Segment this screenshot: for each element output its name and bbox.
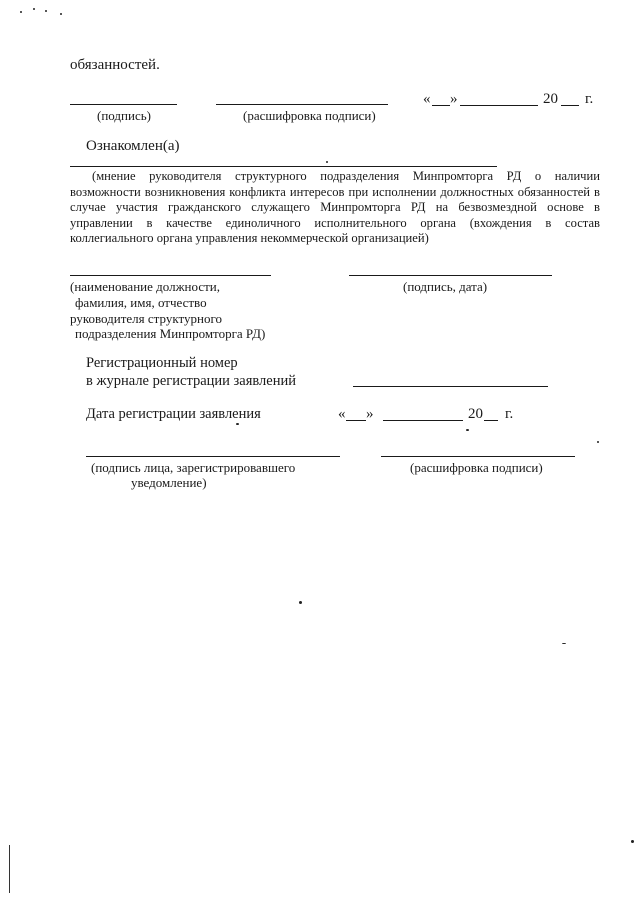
scan-edge-mark: [9, 845, 10, 893]
registrar-signature-label-1: (подпись лица, зарегистрировавшего: [91, 460, 296, 475]
reg-month-line: [383, 420, 463, 421]
registrar-decoding-line: [381, 456, 575, 457]
decoding-line: [216, 104, 388, 105]
position-label-2: фамилия, имя, отчество: [75, 295, 207, 310]
signature-date-label: (подпись, дата): [403, 279, 488, 294]
registrar-signature-line: [86, 456, 340, 457]
position-label-4: подразделения Минпромторга РД): [75, 326, 266, 341]
reg-day-line: [346, 420, 366, 421]
reg-date-open-quote: «: [338, 406, 346, 422]
opinion-text: (мнение руководителя структурного подразделения Минпромторга РД о наличии возможности возникновения конфликта интересов при исполнении должностных обязанностей в случае участия гражданского служащего Минпромторга РД на безвозмездной основе в управлении в качестве единоличного исполнительного органа (вхождения в состав коллегиального органа управления некоммерческой организацией): [70, 169, 600, 246]
continuation-text: обязанностей.: [70, 57, 160, 73]
date-close-quote: »: [450, 91, 458, 107]
scan-speck: [20, 11, 22, 13]
year-suffix: г.: [585, 91, 594, 107]
position-label-3: руководителя структурного: [70, 311, 222, 326]
scan-speck: [631, 840, 634, 843]
position-label-1: (наименование должности,: [70, 279, 220, 294]
signature-label: (подпись): [97, 108, 151, 123]
scan-speck: [236, 423, 239, 425]
scan-speck: [597, 441, 599, 443]
decoding-label: (расшифровка подписи): [243, 108, 376, 123]
reg-date-close-quote: »: [366, 406, 374, 422]
scan-speck: [326, 161, 328, 163]
year-line: [561, 105, 579, 106]
registration-number-label-2: в журнале регистрации заявлений: [86, 373, 296, 389]
acquainted-label: Ознакомлен(а): [86, 138, 180, 154]
signature-line: [70, 104, 177, 105]
position-line: [70, 275, 271, 276]
year-prefix: 20: [543, 91, 558, 107]
registrar-signature-label-2: уведомление): [131, 475, 207, 490]
reg-year-suffix: г.: [505, 406, 514, 422]
scan-speck: [562, 643, 566, 644]
registrar-decoding-label: (расшифровка подписи): [410, 460, 543, 475]
reg-year-line: [484, 420, 498, 421]
scan-speck: [33, 8, 35, 10]
registration-number-label-1: Регистрационный номер: [86, 355, 238, 371]
head-signature-line: [349, 275, 552, 276]
opinion-line: [70, 166, 497, 167]
scan-speck: [45, 10, 47, 12]
scan-speck: [466, 429, 469, 431]
scan-speck: [299, 601, 302, 604]
registration-number-line: [353, 386, 548, 387]
date-open-quote: «: [423, 91, 431, 107]
reg-year-prefix: 20: [468, 406, 483, 422]
day-line: [432, 105, 450, 106]
month-line: [460, 105, 538, 106]
scan-speck: [60, 13, 62, 15]
registration-date-label: Дата регистрации заявления: [86, 406, 261, 422]
